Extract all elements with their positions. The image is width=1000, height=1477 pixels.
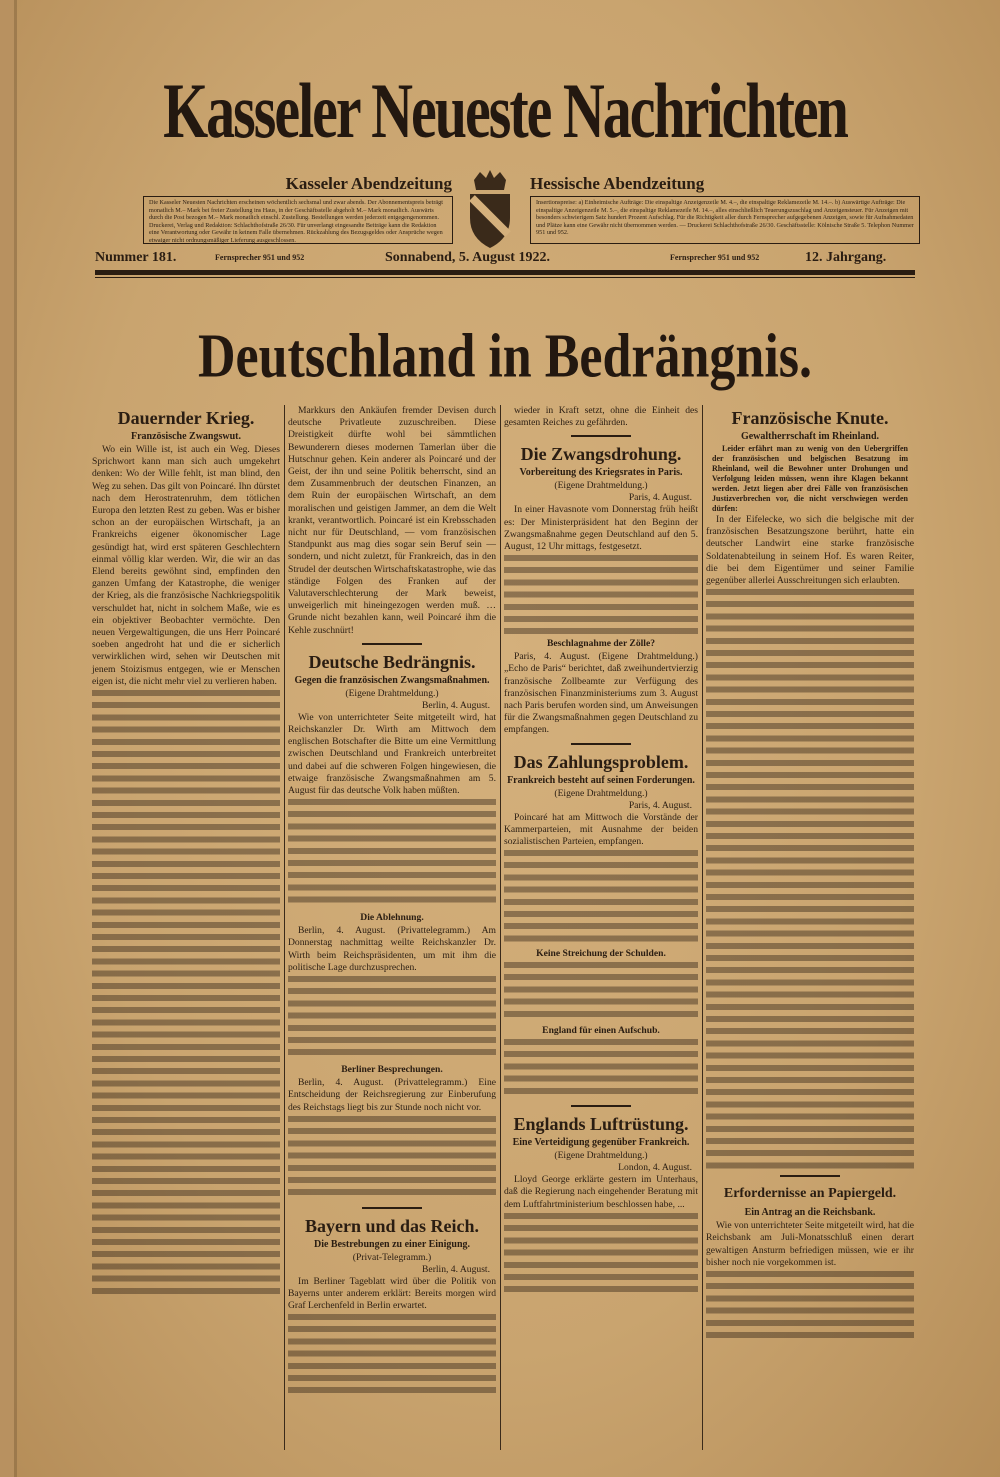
issue-number: Nummer 181. [95, 250, 177, 265]
article-source: (Eigene Drahtmeldung.) [554, 1150, 648, 1162]
article-source: (Privat-Telegramm.) [352, 1251, 432, 1263]
article-continuation: Markkurs den Ankäufen fremder Devisen durch deutsche Privatleute zuzuschreiben. Diese Dreistigkeit dürfte wohl bei sämmtlichen Bewunderern dieses modernen Tamerlan über die Hutschnur gehen. Kein anderer als Poincaré und der Geist, der ihn und seine Politik beherrscht, sind an dem Zusammenbruch der deutschen Finanzen, an dem Ruin der europäischen Wirtschaft, an dem moralischen und geistigen Jammer, an dem die Welt krankt, verantwortlich. Poincaré ist ein Krebsschaden nicht nur für Deutschland, — vom französischen Standpunkt aus mag dies sogar sein Beruf sein — sondern, und nicht zuletzt, für Frankreich, das in den Strudel der deutschen Wirtschaftskatastrophe, wie das ständige Folgen des Franken auf der Valutaverschlechterung der Mark beweist, unweigerlich mit hineingezogen werden muß. … Grunde nicht bezahlen kann, weil Poincaré ihm die Kehle zuschnürt! [288, 405, 496, 636]
section-heading: Die Ablehnung. [360, 912, 424, 924]
coat-of-arms-icon [460, 170, 520, 250]
article-body-continued [504, 1039, 698, 1099]
article-body-continued [288, 1314, 496, 1399]
article-subtitle: Eine Verteidigung gegenüber Frankreich. [512, 1137, 690, 1149]
article-body: In der Eifelecke, wo sich die belgische mit der französischen Besatzungszone berührt, hatte ein deutscher Landwirt eine starke französische Soldatenabteilung in seinem Hof. Es waren Reiter, die bei dem Eigentümer und seiner Familie gegenüber allerlei Ausschreitungen sich erlaubten. [706, 514, 914, 587]
phone-right: Fernsprecher 951 und 952 [670, 253, 760, 262]
separator [571, 1105, 631, 1107]
advertising-rates-box: Insertionspreise: a) Einheimische Aufträge: Die einspaltige Anzeigenzeile M. 4.–, die einspaltige Reklamezeile M. 14.–. b) Auswärtige Aufträge: Die einspaltige Anzeigenzeile M. 5.–, die einspaltige Reklamezeile M. 14.–, alles einschließlich Teuerungszuschlag und Anzeigensteuer. Für Anzeigen mit besonders schwierigem Satz hundert Prozent Aufschlag. Für die Richtigkeit aller durch Fernsprecher aufgegebenen Anzeigen, sowie für Aufnahmedaten und Plätze kann eine Gewähr nicht übernommen werden. — Druckerei Schlachthofstraße 26/30. Geschäftsstelle: Kölnische Straße 5. Telephon Nummer 951 und 952. [530, 196, 920, 244]
main-headline: Deutschland in Bedrängnis. [197, 322, 813, 391]
column-1 [92, 405, 280, 1302]
separator [780, 1175, 840, 1177]
article-title: Französische Knute. [731, 408, 889, 428]
article-body-continued [504, 555, 698, 635]
subscription-info-box: Die Kasseler Neuesten Nachrichten erscheinen wöchentlich sechsmal und zwar abends. Der Abonnementspreis beträgt monatlich M.– Mark bei freier Zustellung ins Haus, in der Geschäftsstelle abgeholt M.– Mark monatlich. Auswärts durch die Post bezogen M.– Mark monatlich einschl. Zustellung. Bestellungen werden jederzeit entgegengenommen. Druckerei, Verlag und Redaktion: Schlachthofstraße 26/30. Für unverlangt eingesandte Beiträge kann die Redaktion eine Verantwortung oder Gewähr in keinem Falle übernehmen. Rückzahlung des Bezugsgeldes oder Ansprüche wegen etwaiger nicht ordnungsmäßiger Lieferung ausgeschlossen. [143, 196, 453, 244]
article-body: Paris, 4. August. (Eigene Drahtmeldung.) „Echo de Paris“ berichtet, daß zweihundertvierzig französische Zollbeamte zur Verfügung des französischen Finanzministeriums zum 3. August nach Paris berufen worden sind, um Anweisungen für die Zwangsmaßnahmen gegen Deutschland zu empfangen. [504, 651, 698, 736]
masthead-title: Kasseler Neueste Nachrichten [163, 66, 847, 155]
article-dateline: Berlin, 4. August. [422, 1263, 490, 1275]
section-heading: Berliner Besprechungen. [341, 1064, 443, 1076]
article-title: Bayern und das Reich. [304, 1215, 480, 1236]
article-body-continued [504, 962, 698, 1022]
article-body: Wo ein Wille ist, ist auch ein Weg. Dieses Sprichwort kann man sich auch umgekehrt denken: Wo der Wille fehlt, ist man blind, den Weg zu sehen. Das gilt von Poincaré. Ihn dürstet nach dem Herostratenruhm, dem tötlichen Europa den letzten Rest zu geben. Was er bisher schon an der europäischen Wirtschaft, ja an Frankreichs eigener ökonomischer Lage gesündigt hat, wird erst späteren Geschlechtern einmal völlig klar werden. Wir, die wir an das Elend bereits gewöhnt sind, empfinden den ganzen Umfang der Katastrophe, die weniger der Krieg, als die französische Nachkriegspolitik verschuldet hat, nicht in solchem Maße, wie es ein objektiver Beobachter vermöchte. Den neuen Vergewaltigungen, die uns Herr Poincaré soeben angedroht hat und die er sicherlich verwirklichen wird, sehen wir Deutschen mit jenem Stoizismus entgegen, wie er Menschen eigen ist, die nicht mehr viel zu verlieren haben. [92, 444, 280, 687]
separator [571, 743, 631, 745]
article-body-continued [504, 1213, 698, 1298]
article-body-continued [706, 589, 914, 1169]
article-body: Wie von unterrichteter Seite mitgeteilt wird, hat Reichskanzler Dr. Wirth am Mittwoch dem englischen Botschafter die Bitte um eine Vermittlung zwischen Deutschland und Frankreich unterbreitet und dabei auf die schweren Folgen hingewiesen, die etwaige französische Zwangsmaßnahmen am 5. August für das deutsche Volk haben müßten. [288, 711, 496, 797]
section-heading: England für einen Aufschub. [542, 1025, 660, 1037]
column-divider [500, 405, 501, 1450]
separator [571, 435, 631, 437]
column-4 [706, 405, 914, 1343]
issue-date: Sonnabend, 5. August 1922. [385, 250, 550, 265]
article-title: Deutsche Bedrängnis. [308, 651, 476, 672]
article-body-continued [288, 976, 496, 1061]
article-body: Im Berliner Tageblatt wird über die Politik von Bayerns unter anderem erklärt: Bereits morgen wird Graf Lerchenfeld in Berlin erwartet. [288, 1275, 496, 1312]
masthead-subtitle-left: Kasseler Abendzeitung [285, 174, 452, 193]
phone-left: Fernsprecher 951 und 952 [215, 253, 305, 262]
article-title: Erfordernisse an Papiergeld. [723, 1186, 897, 1202]
article-title: Die Zwangsdrohung. [520, 444, 682, 465]
article-source: (Eigene Drahtmeldung.) [554, 480, 648, 492]
article-body: Poincaré hat am Mittwoch die Vorstände der Kammerparteien, mit Ausnahme der beiden sozialistischen Parteien, empfangen. [504, 811, 698, 848]
article-subtitle: Vorbereitung des Kriegsrates in Paris. [519, 467, 683, 479]
column-2 [288, 405, 496, 1401]
article-dateline: Paris, 4. August. [628, 799, 692, 811]
article-body-continued [92, 690, 280, 1300]
article-continuation: wieder in Kraft setzt, ohne die Einheit des gesamten Reiches zu gefährden. [504, 405, 698, 429]
separator [362, 643, 422, 645]
article-title: Das Zahlungsproblem. [513, 751, 689, 772]
volume: 12. Jahrgang. [805, 250, 887, 265]
article-body: Berlin, 4. August. (Privattelegramm.) Eine Entscheidung der Reichsregierung zur Einberufung des Reichstags liegt bis zur Stunde noch nicht vor. [288, 1077, 496, 1113]
article-subtitle: Die Bestrebungen zu einer Einigung. [313, 1238, 471, 1250]
section-heading: Beschlagnahme der Zölle? [546, 638, 656, 650]
article-body: Lloyd George erklärte gestern im Unterhaus, daß die Regierung nach eingehender Beratung mit dem Luftfahrtministerium beschlossen habe, ... [504, 1174, 698, 1210]
section-heading: Keine Streichung der Schulden. [536, 948, 666, 960]
article-body-continued [288, 799, 496, 909]
article-source: (Eigene Drahtmeldung.) [345, 687, 439, 699]
article-body-continued [706, 1271, 914, 1341]
article-subtitle: Ein Antrag an die Reichsbank. [744, 1207, 876, 1219]
column-divider [702, 405, 703, 1450]
article-dateline: Paris, 4. August. [628, 492, 692, 504]
article-body: Berlin, 4. August. (Privattelegramm.) Am Donnerstag nachmittag weilte Reichskanzler Dr. Wirth beim Reichspräsidenten, um mit ihm die politische Lage durchzusprechen. [288, 925, 496, 973]
article-subtitle: Gegen die französischen Zwangsmaßnahmen. [294, 674, 490, 686]
article-body-continued [288, 1116, 496, 1201]
masthead-subtitle-right: Hessische Abendzeitung [530, 174, 705, 193]
article-body: In einer Havasnote vom Donnerstag früh heißt es: Der Ministerpräsident hat den Beginn der Zwangsmaßnahme gegen Deutschland auf den 5. August, 12 Uhr mittags, festgesetzt. [504, 504, 698, 553]
article-title: Englands Luftrüstung. [513, 1114, 689, 1135]
article-dateline: Berlin, 4. August. [422, 699, 490, 711]
header-rule [95, 270, 915, 275]
adjacent-page-edge [0, 0, 14, 1477]
article-subtitle: Französische Zwangswut. [130, 431, 241, 442]
article-body: Wie von unterrichteter Seite mitgeteilt wird, hat die Reichsbank am Juli-Monatsschluß einen derart gewaltigen Ansturm befriedigen müssen, wie er ihr bisher noch nie vorgekommen ist. [706, 1220, 914, 1268]
column-3 [504, 405, 698, 1300]
article-subtitle: Gewaltherrschaft im Rheinland. [740, 431, 880, 442]
page-fold [14, 0, 17, 1477]
article-dateline: London, 4. August. [618, 1162, 692, 1174]
issue-info-line [95, 250, 910, 268]
article-source: (Eigene Drahtmeldung.) [554, 787, 648, 799]
article-title: Dauernder Krieg. [117, 408, 255, 428]
separator [362, 1207, 422, 1209]
article-body-continued [504, 850, 698, 945]
column-divider [284, 405, 285, 1450]
article-subtitle: Frankreich besteht auf seinen Forderungen. [507, 774, 695, 786]
article-lead: Leider erfährt man zu wenig von den Uebergriffen der französischen und belgischen Besatzung im Rheinland, weil die Bewohner unter Drohungen und Verfolgung leiden müssen, wenn ihre Klagen bekannt werden. Jetzt liegen aber drei Fälle von französischen Justizverbrechen vor, die nicht verschwiegen werden dürfen: [712, 444, 908, 513]
header-rule-thin [95, 277, 915, 278]
